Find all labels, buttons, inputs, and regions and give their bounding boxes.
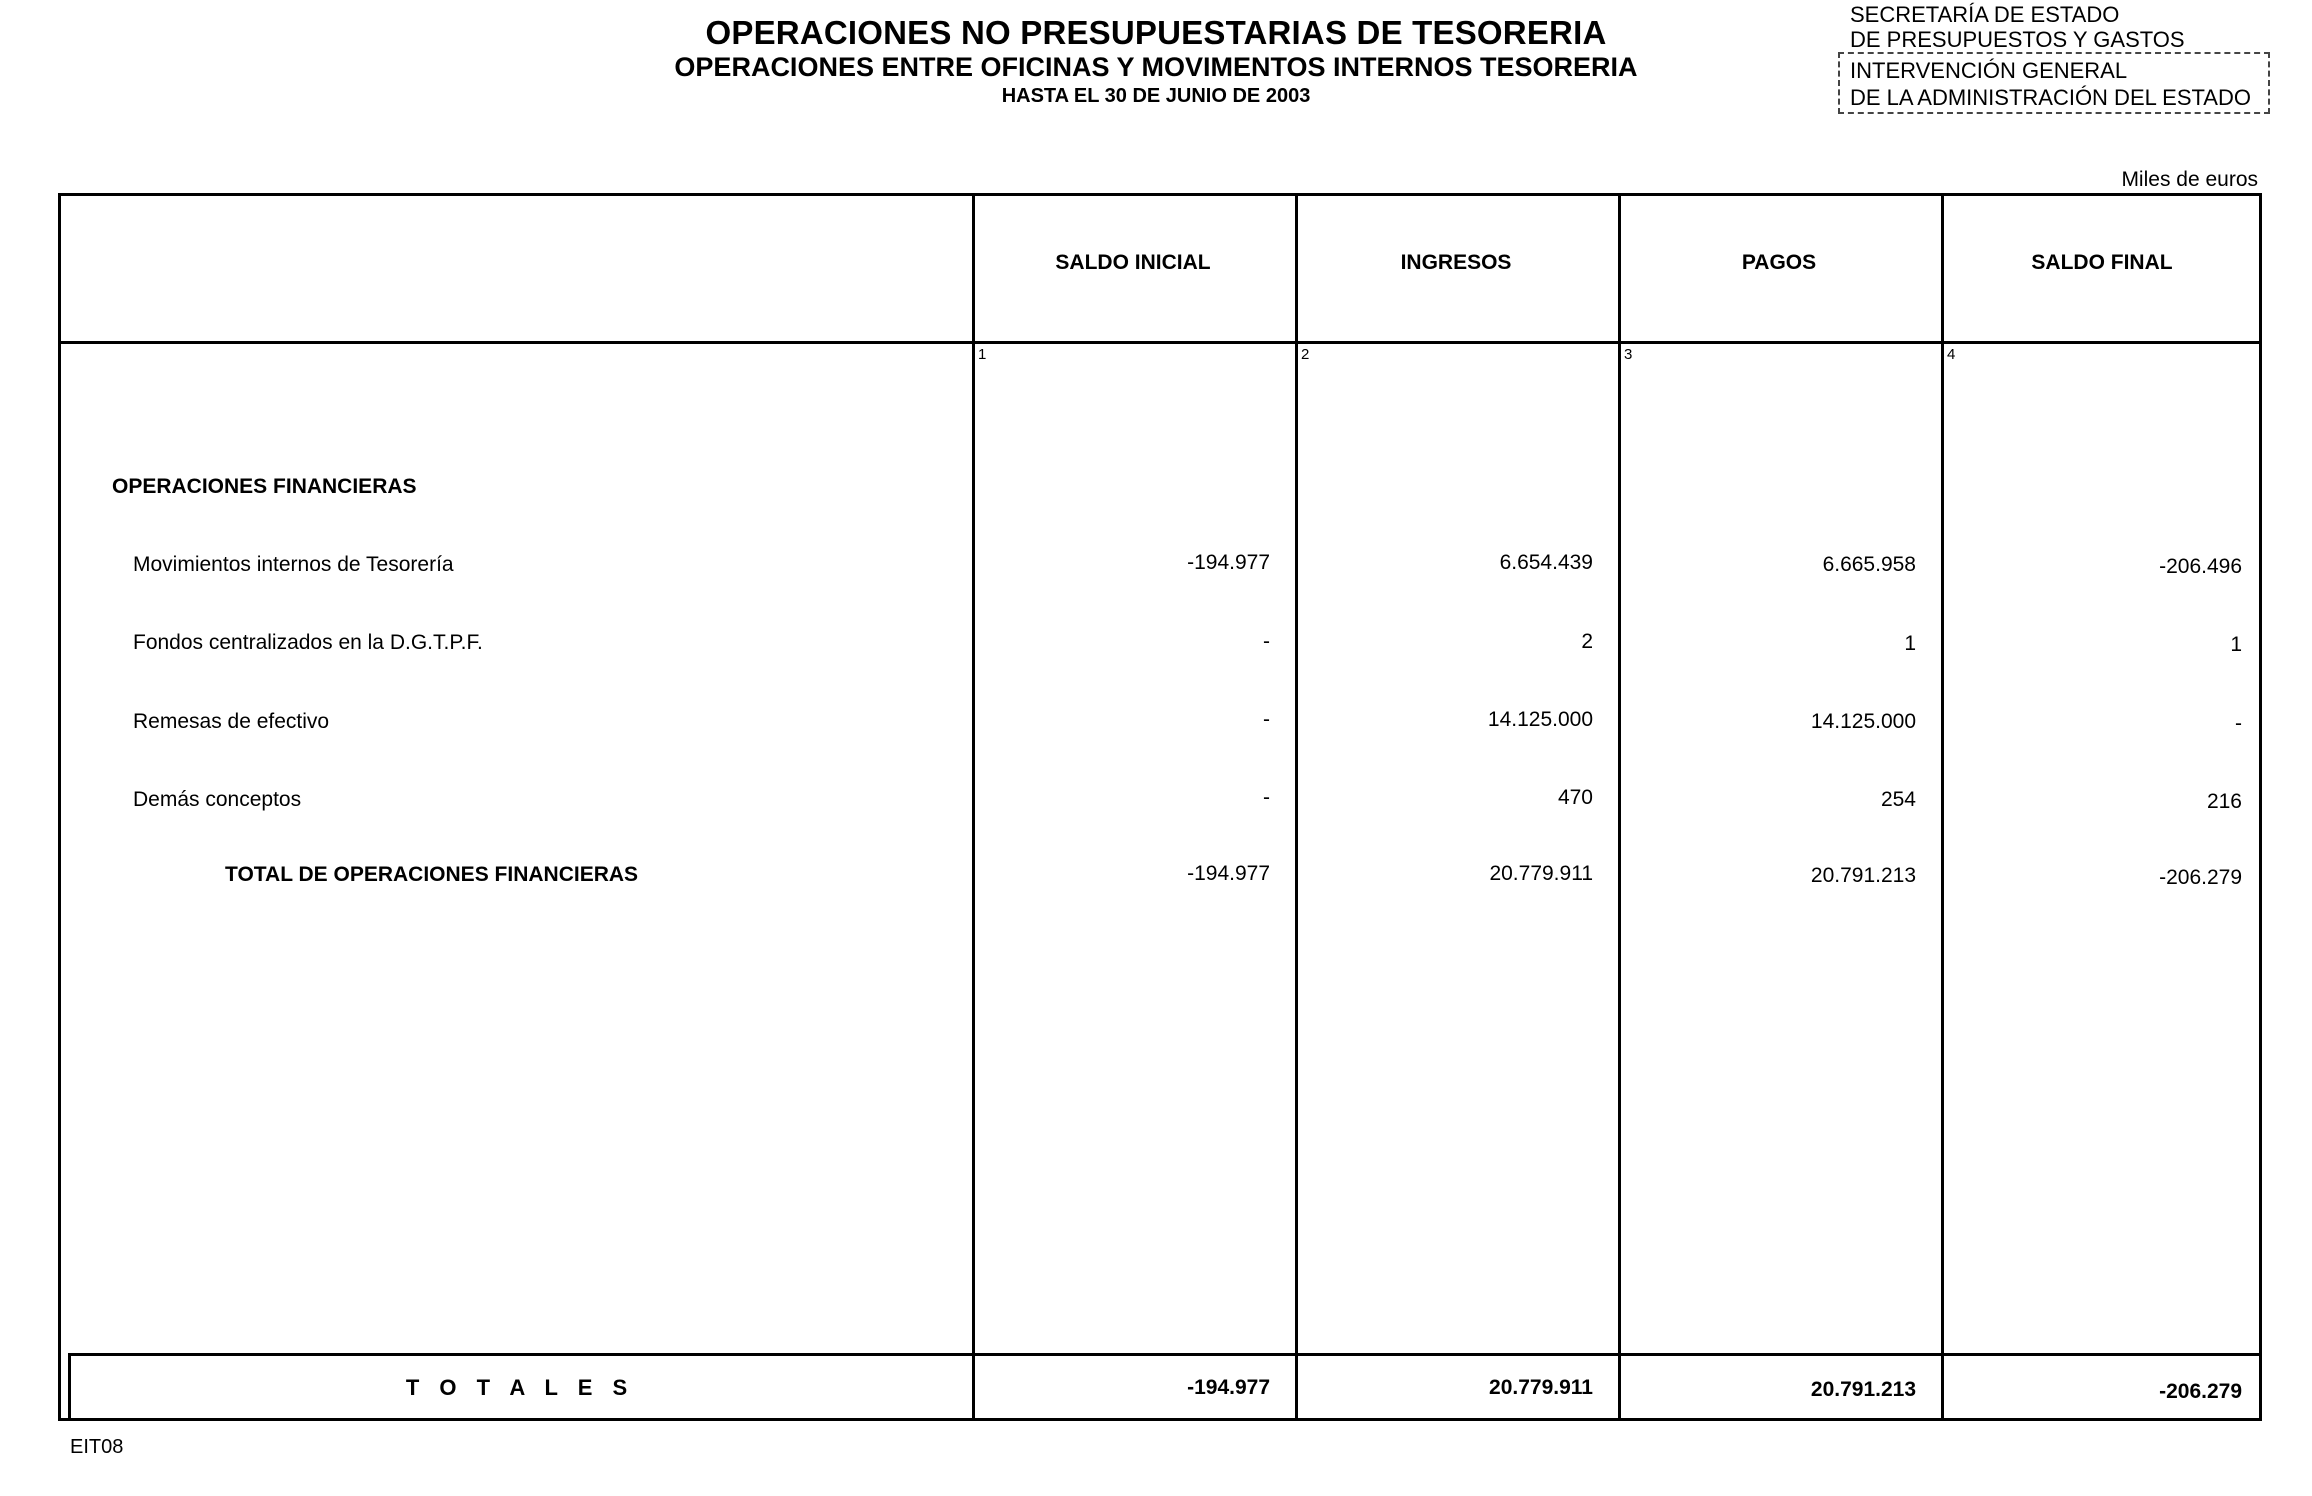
table-cell: 2 [1581, 630, 1593, 653]
table-cell: 14.125.000 [1487, 708, 1593, 731]
subtotal-cell: -206.279 [2159, 866, 2242, 889]
subtotal-cell: -194.977 [1187, 862, 1270, 885]
subtotal-label: TOTAL DE OPERACIONES FINANCIERAS [225, 863, 639, 886]
table-cell: 6.665.958 [1822, 553, 1916, 576]
column-number: 2 [1301, 346, 1310, 363]
totals-cell: 20.779.911 [1489, 1376, 1593, 1399]
institution-line-3: INTERVENCIÓN GENERAL [1850, 58, 2128, 83]
table-cell: 254 [1880, 788, 1916, 811]
totals-cell: 20.791.213 [1810, 1378, 1916, 1401]
totals-cell: -194.977 [1187, 1376, 1270, 1399]
table-cell: -194.977 [1187, 551, 1270, 574]
column-header-ingresos: INGRESOS [1400, 251, 1512, 274]
report-period: HASTA EL 30 DE JUNIO DE 2003 [1001, 85, 1311, 107]
table-cell: 1 [1904, 632, 1916, 655]
column-header-saldo-inicial: SALDO INICIAL [1055, 251, 1211, 274]
table-cell: -206.496 [2159, 555, 2242, 578]
totals-cell: -206.279 [2159, 1380, 2242, 1403]
row-label: Movimientos internos de Tesorería [133, 553, 454, 576]
section-heading: OPERACIONES FINANCIERAS [112, 475, 417, 498]
row-label: Demás conceptos [133, 788, 302, 811]
subtotal-cell: 20.779.911 [1489, 862, 1593, 885]
institution-line-4: DE LA ADMINISTRACIÓN DEL ESTADO [1850, 85, 2251, 110]
column-header-saldo-final: SALDO FINAL [2031, 251, 2173, 274]
table-cell: 470 [1557, 786, 1593, 809]
institution-line-2: DE PRESUPUESTOS Y GASTOS [1850, 27, 2185, 52]
report-subtitle: OPERACIONES ENTRE OFICINAS Y MOVIMENTOS INTERNOS TESORERIA [674, 52, 1638, 82]
institution-line-1: SECRETARÍA DE ESTADO [1850, 2, 2120, 27]
totals-label: T O T A L E S [405, 1375, 635, 1400]
form-code: EIT08 [70, 1436, 124, 1458]
report-title: OPERACIONES NO PRESUPUESTARIAS DE TESORERIA [705, 14, 1607, 51]
table-cell: 216 [2206, 790, 2242, 813]
row-label: Remesas de efectivo [133, 710, 330, 733]
column-number: 3 [1624, 346, 1633, 363]
table-cell: - [2235, 712, 2242, 735]
column-number: 1 [978, 346, 987, 363]
units-label: Miles de euros [2121, 168, 2258, 191]
table-cell: - [1263, 708, 1270, 731]
table-cell: - [1263, 786, 1270, 809]
table-cell: - [1263, 630, 1270, 653]
table-cell: 6.654.439 [1499, 551, 1593, 574]
row-label: Fondos centralizados en la D.G.T.P.F. [133, 631, 483, 654]
column-header-pagos: PAGOS [1741, 251, 1817, 274]
table-cell: 14.125.000 [1810, 710, 1916, 733]
header-divider [58, 341, 2262, 344]
column-number: 4 [1947, 346, 1956, 363]
table-cell: 1 [2230, 633, 2242, 656]
subtotal-cell: 20.791.213 [1810, 864, 1916, 887]
totals-divider [68, 1353, 2262, 1356]
